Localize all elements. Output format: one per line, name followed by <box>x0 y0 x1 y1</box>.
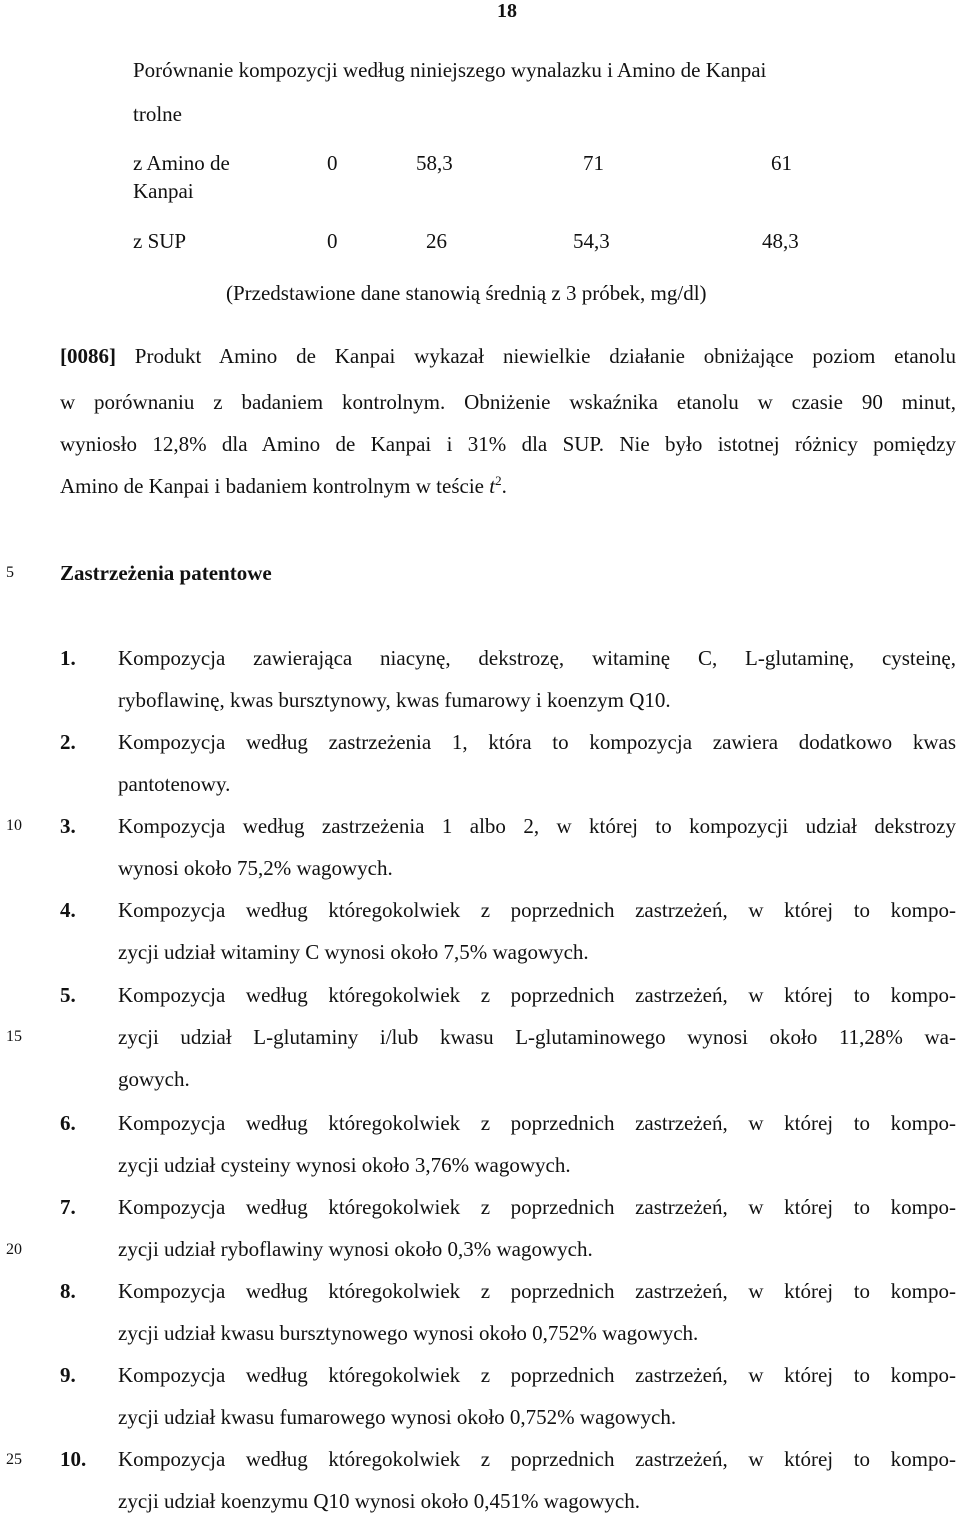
paragraph-tag: [0086] <box>60 344 116 368</box>
claim-line: Kompozycja według któregokolwiek z poprzednich zastrzeżeń, w której to kompo- <box>118 983 956 1007</box>
claim-line: Kompozycja według któregokolwiek z poprzednich zastrzeżeń, w której to kompo- <box>118 1111 956 1135</box>
claim-line: zycji udział ryboflawiny wynosi około 0,3% wagowych. <box>118 1237 593 1261</box>
table-cell: 71 <box>583 151 604 175</box>
claim-line: Kompozycja według któregokolwiek z poprzednich zastrzeżeń, w której to kompo- <box>118 898 956 922</box>
claim-line: zycji udział cysteiny wynosi około 3,76% wagowych. <box>118 1153 571 1177</box>
table-cell: 58,3 <box>416 151 453 175</box>
claim-number: 7. <box>60 1195 76 1219</box>
claim-line: Kompozycja według któregokolwiek z poprzednich zastrzeżeń, w której to kompo- <box>118 1447 956 1471</box>
paragraph-text: Amino de Kanpai i badaniem kontrolnym w teście <box>60 474 490 498</box>
claim-line: zycji udział kwasu fumarowego wynosi około 0,752% wagowych. <box>118 1405 677 1429</box>
page-number: 18 <box>497 0 517 22</box>
claim-line: zycji udział L-glutaminy i/lub kwasu L-glutaminowego wynosi około 11,28% wa- <box>118 1025 956 1049</box>
paragraph-line <box>60 343 956 369</box>
table-row-label-amino-line2: Kanpai <box>133 179 194 203</box>
claim-number: 2. <box>60 730 76 754</box>
table-row-label-sup: z SUP <box>133 229 187 253</box>
claim-number: 3. <box>60 814 76 838</box>
claim-number: 5. <box>60 983 76 1007</box>
margin-line-number: 5 <box>6 564 14 581</box>
claim-line: Kompozycja według któregokolwiek z poprzednich zastrzeżeń, w której to kompo- <box>118 1363 956 1387</box>
claim-number: 1. <box>60 646 76 670</box>
claim-line: Kompozycja według któregokolwiek z poprzednich zastrzeżeń, w której to kompo- <box>118 1195 956 1219</box>
margin-line-number: 10 <box>6 817 22 834</box>
margin-line-number: 25 <box>6 1451 22 1468</box>
claim-number: 6. <box>60 1111 76 1135</box>
claim-number: 10. <box>60 1447 87 1471</box>
section-title: Zastrzeżenia patentowe <box>60 561 272 585</box>
table-note: (Przedstawione dane stanowią średnią z 3 próbek, mg/dl) <box>226 281 707 305</box>
claim-line: Kompozycja według zastrzeżenia 1, która to kompozycja zawiera dodatkowo kwas <box>118 730 956 754</box>
table-row-label-amino-line1: z Amino de <box>133 151 230 175</box>
claim-line: Kompozycja według któregokolwiek z poprzednich zastrzeżeń, w której to kompo- <box>118 1279 956 1303</box>
claim-line: Kompozycja zawierająca niacynę, dekstrozę, witaminę C, L-glutaminę, cysteinę, <box>118 646 956 670</box>
table-cell: 0 <box>327 151 338 175</box>
table-row-label-trolne: trolne <box>133 102 182 126</box>
claim-number: 4. <box>60 898 76 922</box>
claim-line: wynosi około 75,2% wagowych. <box>118 856 393 880</box>
table-cell: 26 <box>426 229 447 253</box>
claim-number: 9. <box>60 1363 76 1387</box>
margin-line-number: 20 <box>6 1241 22 1258</box>
superscript: 2 <box>495 473 502 488</box>
margin-line-number: 15 <box>6 1028 22 1045</box>
claim-line: gowych. <box>118 1067 190 1091</box>
table-cell: 48,3 <box>762 229 799 253</box>
claim-number: 8. <box>60 1279 76 1303</box>
table-cell: 0 <box>327 229 338 253</box>
variable-t: t <box>489 474 496 498</box>
claim-line: pantotenowy. <box>118 772 231 796</box>
claim-line: ryboflawinę, kwas bursztynowy, kwas fumarowy i koenzym Q10. <box>118 688 671 712</box>
claim-line: Kompozycja według zastrzeżenia 1 albo 2, w której to kompozycji udział dekstrozy <box>118 814 956 838</box>
paragraph-text: . <box>501 474 507 498</box>
paragraph-line <box>60 473 956 499</box>
paragraph-text: Produkt Amino de Kanpai wykazał niewielkie działanie obniżające poziom etanolu <box>116 344 956 368</box>
paragraph-line: w porównaniu z badaniem kontrolnym. Obniżenie wskaźnika etanolu w czasie 90 minut, <box>60 390 956 414</box>
table-cell: 61 <box>771 151 792 175</box>
comparison-heading: Porównanie kompozycji według niniejszego wynalazku i Amino de Kanpai <box>133 58 767 82</box>
claim-line: zycji udział kwasu bursztynowego wynosi około 0,752% wagowych. <box>118 1321 699 1345</box>
table-cell: 54,3 <box>573 229 610 253</box>
claim-line: zycji udział koenzymu Q10 wynosi około 0,451% wagowych. <box>118 1489 640 1513</box>
paragraph-line: wyniosło 12,8% dla Amino de Kanpai i 31% dla SUP. Nie było istotnej różnicy pomiędzy <box>60 432 956 456</box>
claim-line: zycji udział witaminy C wynosi około 7,5% wagowych. <box>118 940 589 964</box>
